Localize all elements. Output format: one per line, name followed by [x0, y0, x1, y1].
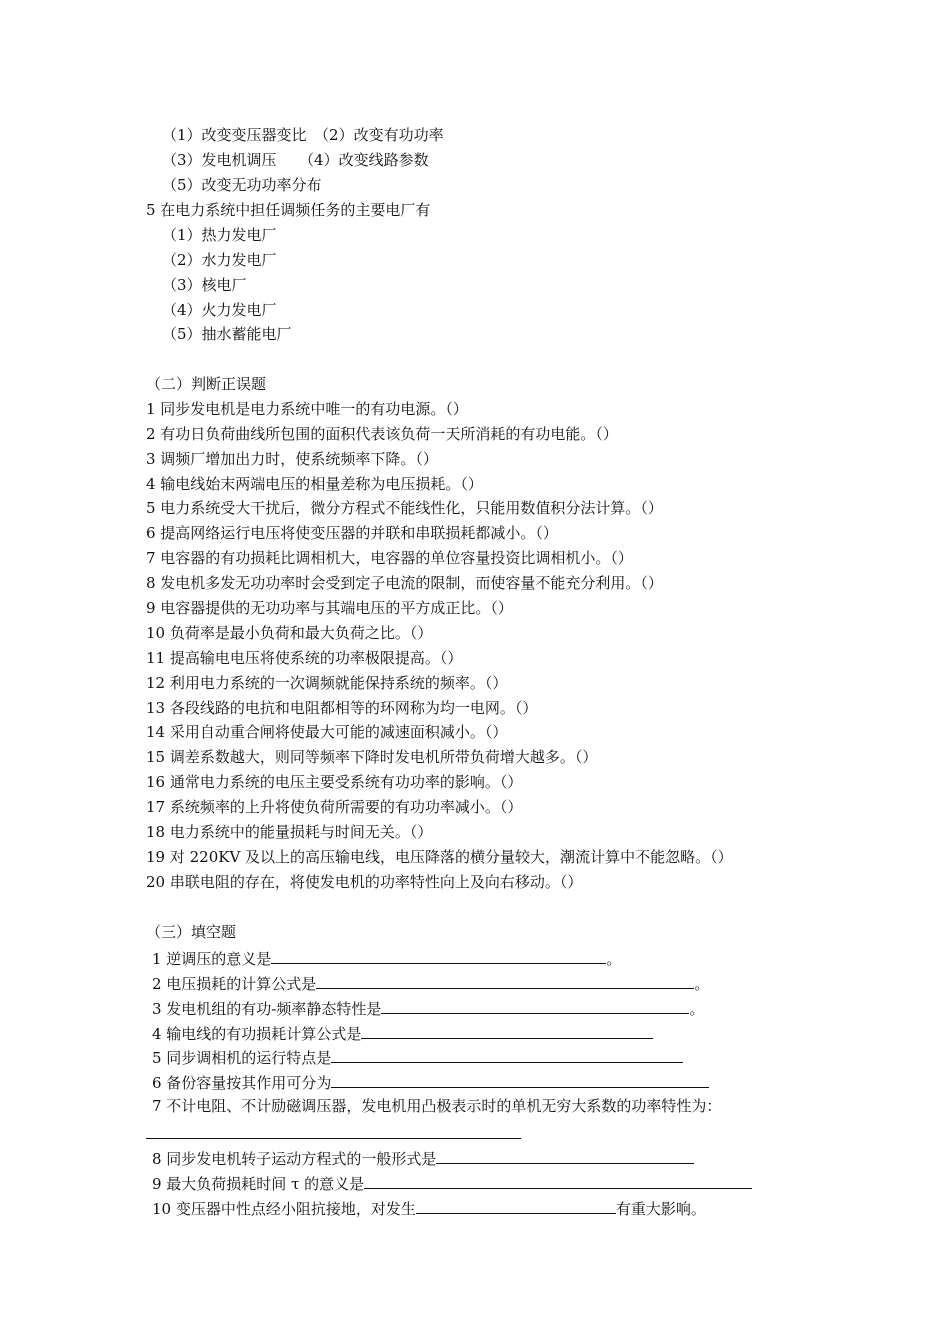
fill-item: [146, 1195, 826, 1220]
answer-blank[interactable]: [331, 1069, 709, 1088]
answer-blank[interactable]: [364, 1170, 752, 1189]
fill-item-text: 7 不计电阻、不计励磁调压器，发电机用凸极表示时的单机无穷大系数的功率特性为：: [152, 1097, 722, 1116]
answer-blank[interactable]: [146, 1138, 521, 1139]
fill-item-suffix: 。: [694, 974, 710, 993]
judge-item: 7 电容器的有功损耗比调相机大，电容器的单位容量投资比调相机小。（）: [146, 549, 633, 568]
fill-item-suffix: 有重大影响。: [615, 1199, 706, 1218]
judge-item: 6 提高网络运行电压将使变压器的并联和串联损耗都减小。（）: [146, 524, 558, 543]
judge-item: 12 利用电力系统的一次调频就能保持系统的频率。（）: [146, 673, 508, 692]
q5-stem: 5 在电力系统中担任调频任务的主要电厂有: [146, 201, 431, 219]
q4-option-line: （1）改变变压器变比 （2）改变有功功率: [162, 126, 444, 144]
answer-blank[interactable]: [361, 1020, 653, 1039]
judge-item: 20 串联电阻的存在，将使发电机的功率特性向上及向右移动。（）: [146, 872, 583, 891]
judge-item: 5 电力系统受大干扰后，微分方程式不能线性化，只能用数值积分法计算。（）: [146, 499, 663, 518]
fill-section: [146, 920, 826, 1119]
judge-item: 18 电力系统中的能量损耗与时间无关。（）: [146, 823, 433, 842]
fill-section-continued: [146, 1145, 826, 1220]
judge-item: 10 负荷率是最小负荷和最大负荷之比。（）: [146, 623, 433, 642]
fill-item-text: 3 发电机组的有功-频率静态特性是: [152, 999, 382, 1018]
fill-item-text: 6 备份容量按其作用可分为: [152, 1074, 332, 1093]
fill-item: [146, 1020, 826, 1045]
fill-item-text: 8 同步发电机转子运动方程式的一般形式是: [152, 1150, 437, 1168]
judge-item: 4 输电线始末两端电压的相量差称为电压损耗。（）: [146, 474, 483, 493]
q5-option: （3）核电厂: [162, 275, 247, 294]
fill-item: [146, 1069, 826, 1094]
judge-item: 11 提高输电电压将使系统的功率极限提高。（）: [146, 648, 463, 667]
q5-option: （2）水力发电厂: [162, 250, 277, 269]
fill-item-text: 2 电压损耗的计算公式是: [152, 974, 317, 993]
fill-item-suffix: 。: [606, 949, 622, 968]
fill-item: [146, 945, 826, 970]
fill-item-text: 4 输电线的有功损耗计算公式是: [152, 1024, 362, 1043]
fill-item: [146, 1145, 826, 1170]
judge-item: 3 调频厂增加出力时，使系统频率下降。（）: [146, 449, 438, 468]
answer-blank[interactable]: [436, 1145, 694, 1164]
q4-options: [146, 123, 826, 198]
judge-item: 16 通常电力系统的电压主要受系统有功功率的影响。（）: [146, 773, 523, 792]
judge-item: 17 系统频率的上升将使负荷所需要的有功功率减小。（）: [146, 798, 523, 817]
judge-section: [146, 372, 826, 895]
judge-item: 13 各段线路的电抗和电阻都相等的环网称为均一电网。（）: [146, 698, 538, 717]
q5-option: （5）抽水蓄能电厂: [162, 325, 292, 344]
q5-option: （4）火力发电厂: [162, 300, 277, 319]
answer-blank[interactable]: [316, 970, 694, 989]
q4-option-line: （5）改变无功功率分布: [162, 175, 322, 194]
fill-item: [146, 1044, 826, 1069]
q5-option: （1）热力发电厂: [162, 225, 277, 244]
section-heading: （二）判断正误题: [146, 375, 267, 393]
fill-item: [146, 1170, 826, 1195]
answer-blank[interactable]: [331, 1044, 683, 1063]
answer-blank[interactable]: [381, 995, 689, 1014]
judge-item: 9 电容器提供的无功功率与其端电压的平方成正比。（）: [146, 599, 513, 618]
q4-option-line: （3）发电机调压 （4）改变线路参数: [162, 150, 429, 169]
fill-item-text: 9 最大负荷损耗时间 τ 的意义是: [152, 1174, 365, 1193]
answer-blank[interactable]: [271, 945, 606, 964]
judge-item: 1 同步发电机是电力系统中唯一的有功电源。（）: [146, 399, 468, 418]
judge-item: 19 对 220KV 及以上的高压输电线，电压降落的横分量较大，潮流计算中不能忽略。（）: [146, 847, 733, 866]
fill-item: [146, 1094, 826, 1119]
fill-item-suffix: 。: [689, 999, 705, 1018]
judge-item: 2 有功日负荷曲线所包围的面积代表该负荷一天所消耗的有功电能。（）: [146, 424, 618, 443]
fill-item-text: 5 同步调相机的运行特点是: [152, 1049, 332, 1068]
fill-item: [146, 995, 826, 1020]
q5-block: [146, 198, 826, 347]
fill-item: [146, 970, 826, 995]
fill-item-text: 1 逆调压的意义是: [152, 949, 272, 968]
judge-item: 8 发电机多发无功功率时会受到定子电流的限制，而使容量不能充分利用。（）: [146, 574, 663, 593]
judge-item: 14 采用自动重合闸将使最大可能的减速面积减小。（）: [146, 723, 508, 742]
section-heading: （三）填空题: [146, 923, 237, 941]
judge-item: 15 调差系数越大，则同等频率下降时发电机所带负荷增大越多。（）: [146, 748, 598, 767]
fill-item-text: 10 变压器中性点经小阻抗接地，对发生: [152, 1199, 416, 1218]
answer-blank[interactable]: [416, 1195, 616, 1214]
